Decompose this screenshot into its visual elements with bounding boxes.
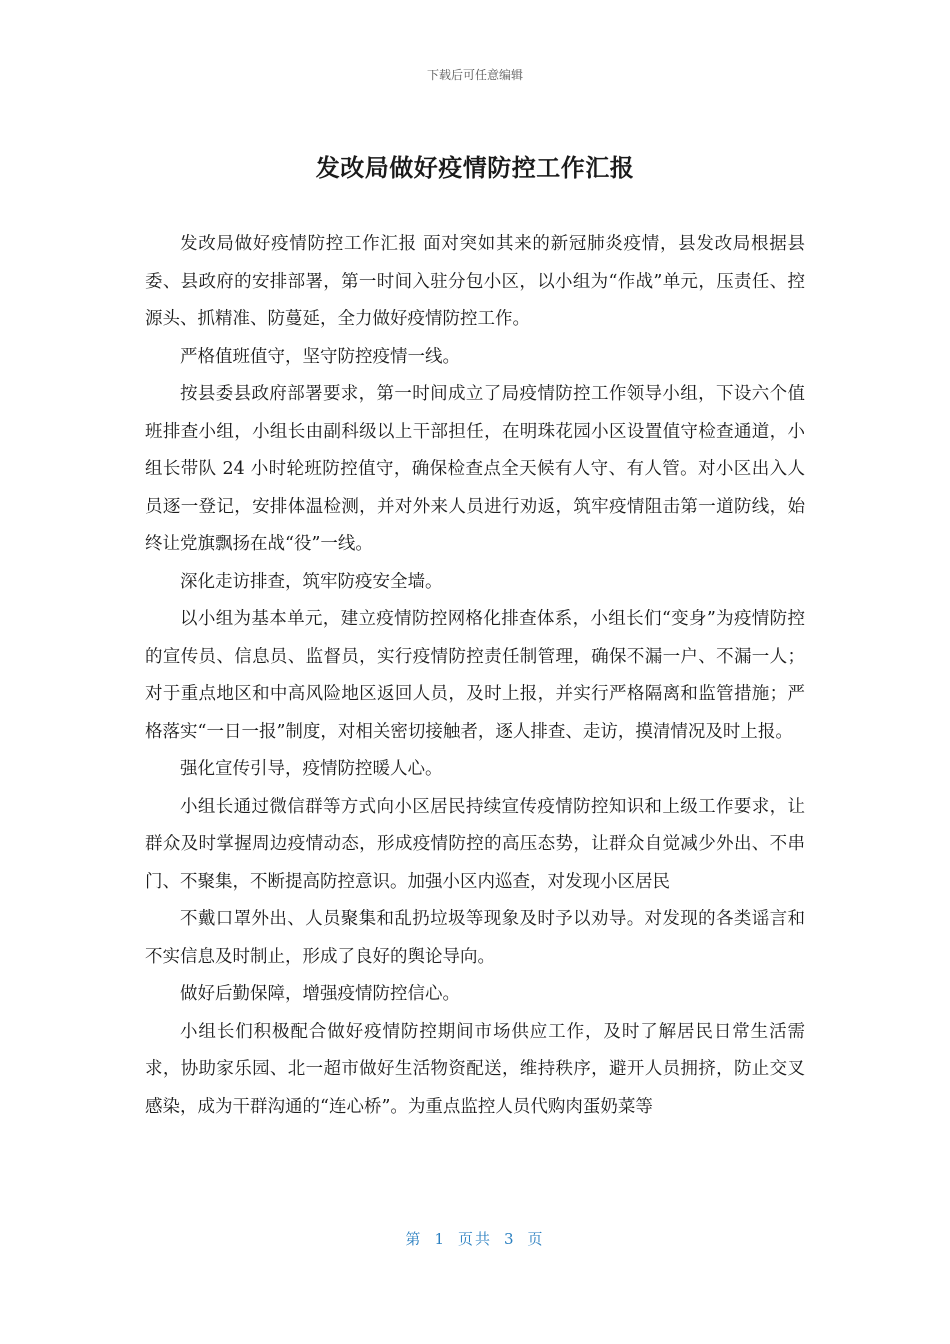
page-label-prefix: 第 <box>405 1230 423 1248</box>
section-heading: 深化走访排查，筑牢防疫安全墙。 <box>180 571 443 592</box>
section-heading: 严格值班值守，坚守防控疫情一线。 <box>180 346 460 367</box>
page-header-note: 下载后可任意编辑 <box>426 68 523 82</box>
body-paragraph: 小组长们积极配合做好疫情防控期间市场供应工作，及时了解居民日常生活需求，协助家乐园、北一超市做好生活物资配送，维持秩序，避开人员拥挤，防止交叉感染，成为干群沟通的“连心桥”。为重点监控人员代购肉蛋奶菜等 <box>145 1021 805 1117</box>
document-title: 发改局做好疫情防控工作汇报 <box>315 154 635 182</box>
body-paragraph: 小组长通过微信群等方式向小区居民持续宣传疫情防控知识和上级工作要求，让群众及时掌握周边疫情动态，形成疫情防控的高压态势，让群众自觉减少外出、不串门、不聚集，不断提高防控意识。加强小区内巡查，对发现小区居民 <box>145 796 805 892</box>
section-heading: 强化宣传引导，疫情防控暖人心。 <box>180 759 443 779</box>
body-paragraph: 发改局做好疫情防控工作汇报 面对突如其来的新冠肺炎疫情，县发改局根据县委、县政府的安排部署，第一时间入驻分包小区，以小组为“作战”单元，压责任、控源头、抓精准、防蔓延，全力做好疫情防控工作。 <box>145 234 805 329</box>
body-paragraph: 不戴口罩外出、人员聚集和乱扔垃圾等现象及时予以劝导。对发现的各类谣言和不实信息及时制止，形成了良好的舆论导向。 <box>145 909 805 967</box>
section-heading: 做好后勤保障，增强疫情防控信心。 <box>180 984 460 1004</box>
body-paragraph: 按县委县政府部署要求，第一时间成立了局疫情防控工作领导小组，下设六个值班排查小组，小组长由副科级以上干部担任，在明珠花园小区设置值守检查通道，小组长带队 24 小时轮班防控值守，确保检查点全天候有人守、有人管。对小区出入人员逐一登记，安排体温检测，并对外来人员进行劝返，筑牢疫情阻击第一道防线，始终让党旗飘扬在战“役”一线。 <box>145 384 805 554</box>
total-pages-number: 3 <box>504 1230 516 1248</box>
current-page-number: 1 <box>434 1230 446 1248</box>
body-paragraph: 以小组为基本单元，建立疫情防控网格化排查体系，小组长们“变身”为疫情防控的宣传员、信息员、监督员，实行疫情防控责任制管理，确保不漏一户、不漏一人；对于重点地区和中高风险地区返回人员，及时上报，并实行严格隔离和监管措施；严格落实“一日一报”制度，对相关密切接触者，逐人排查、走访，摸清情况及时上报。 <box>145 609 805 742</box>
page-label-suffix: 页 <box>527 1230 545 1248</box>
document-body <box>145 226 805 1126</box>
page-footer <box>0 1228 950 1249</box>
page-label-mid: 页共 <box>457 1230 492 1248</box>
